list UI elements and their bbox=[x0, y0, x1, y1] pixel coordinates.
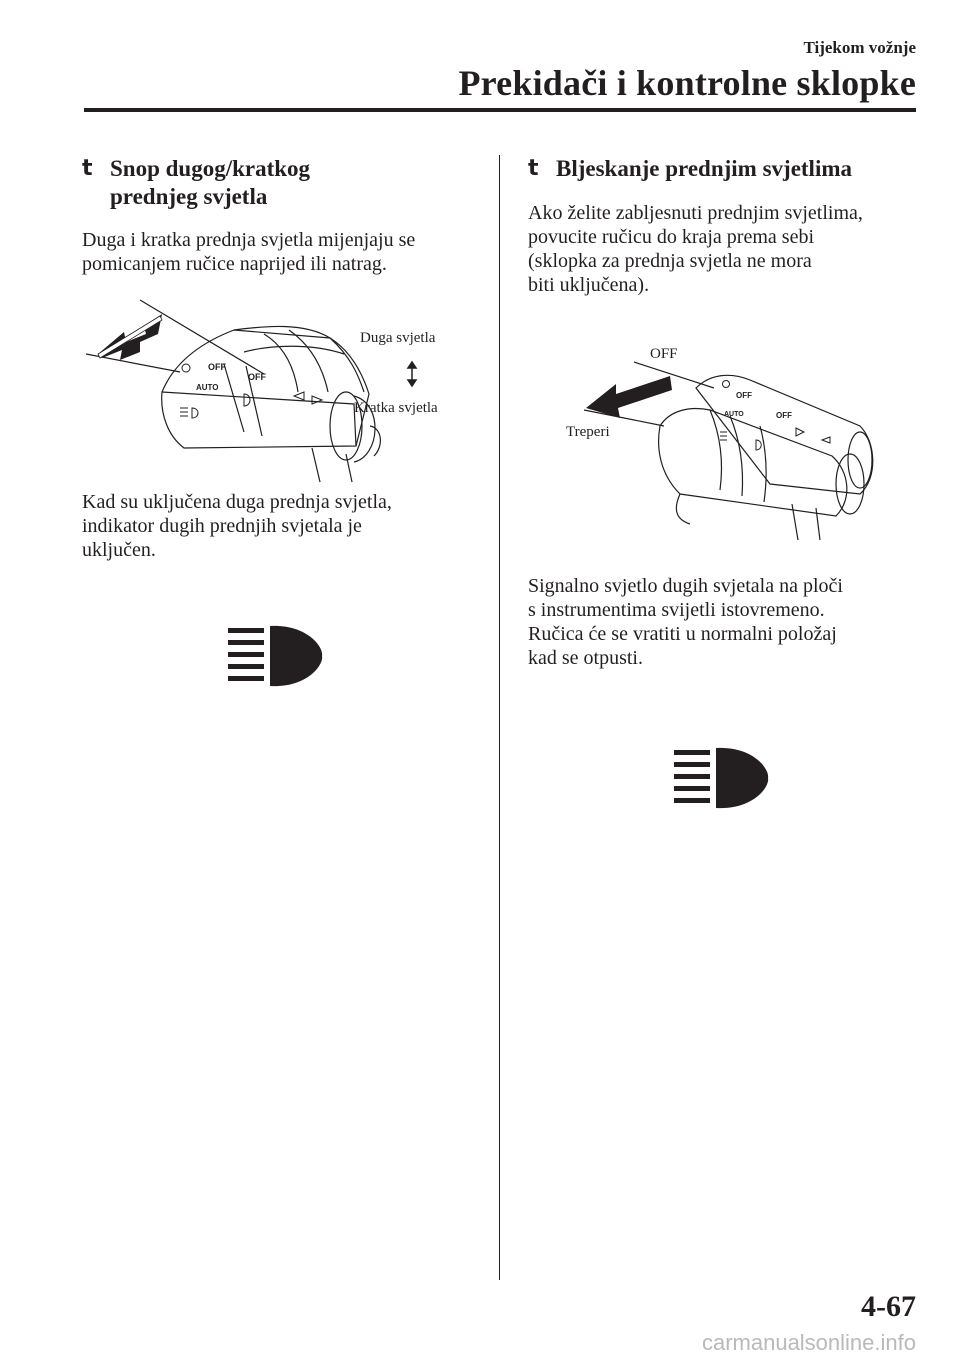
section-title: Prekidači i kontrolne sklopke bbox=[458, 63, 916, 103]
left-column bbox=[82, 155, 472, 276]
text-line: Kad su uključena duga prednja svjetla, bbox=[82, 491, 392, 513]
text-line: Signalno svjetlo dugih svjetala na ploči bbox=[528, 575, 843, 597]
flash-lever-drawing bbox=[560, 344, 890, 550]
text-line: uključen. bbox=[82, 539, 156, 561]
switch-off-label: OFF bbox=[208, 362, 226, 372]
switch-auto-label: AUTO bbox=[196, 383, 219, 392]
heading-line: Bljeskanje prednjim svjetlima bbox=[556, 156, 853, 181]
figure-label-high-beam: Duga svjetla bbox=[360, 330, 436, 346]
text-line: indikator dugih prednjih svjetala je bbox=[82, 515, 362, 537]
text-line: Ručica će se vratiti u normalni položaj bbox=[528, 623, 837, 645]
text-line: Ako želite zabljesnuti prednjim svjetlima, bbox=[528, 202, 863, 224]
switch-off-label: OFF bbox=[776, 411, 792, 420]
heading-bullet: t bbox=[82, 156, 93, 181]
chapter-title: Tijekom vožnje bbox=[803, 38, 916, 57]
section-heading-high-low-beam bbox=[82, 155, 472, 211]
high-beam-indicator-icon bbox=[672, 746, 772, 810]
figure-label-flash: Treperi bbox=[566, 424, 610, 440]
text-line: povucite ručicu do kraja prema sebi bbox=[528, 226, 814, 248]
intro-paragraph: Duga i kratka prednja svjetla mijenjaju se pomicanjem ručice naprijed ili natrag. bbox=[82, 229, 416, 275]
text-line: kad se otpusti. bbox=[528, 647, 643, 669]
figure-label-off: OFF bbox=[650, 346, 678, 362]
text-line: (sklopka za prednja svjetla ne mora bbox=[528, 250, 812, 272]
indicator-note bbox=[82, 490, 472, 562]
flash-instructions bbox=[528, 201, 918, 297]
switch-off-label: OFF bbox=[736, 391, 752, 400]
watermark: carmanualsonline.info bbox=[701, 1330, 916, 1355]
beam-lever-figure bbox=[84, 296, 474, 492]
text-line: s instrumentima svijetli istovremeno. bbox=[528, 599, 825, 621]
heading-bullet: t bbox=[528, 156, 539, 181]
switch-off-label: OFF bbox=[248, 372, 266, 382]
column-divider bbox=[499, 155, 500, 1280]
beam-lever-drawing bbox=[84, 296, 474, 492]
switch-auto-label: AUTO bbox=[724, 411, 744, 418]
text-line: biti uključena). bbox=[528, 274, 650, 296]
section-heading-flash bbox=[528, 155, 918, 183]
flash-indicator-note bbox=[528, 574, 918, 670]
heading-line: prednjeg svjetla bbox=[110, 184, 268, 209]
page-number: 4-67 bbox=[861, 1290, 916, 1323]
flash-lever-figure bbox=[560, 344, 890, 550]
high-beam-indicator-icon bbox=[226, 624, 326, 688]
header-rule bbox=[84, 108, 916, 112]
heading-line: Snop dugog/kratkog bbox=[110, 156, 311, 181]
right-column bbox=[528, 155, 918, 297]
figure-label-low-beam: Kratka svjetla bbox=[354, 400, 438, 416]
